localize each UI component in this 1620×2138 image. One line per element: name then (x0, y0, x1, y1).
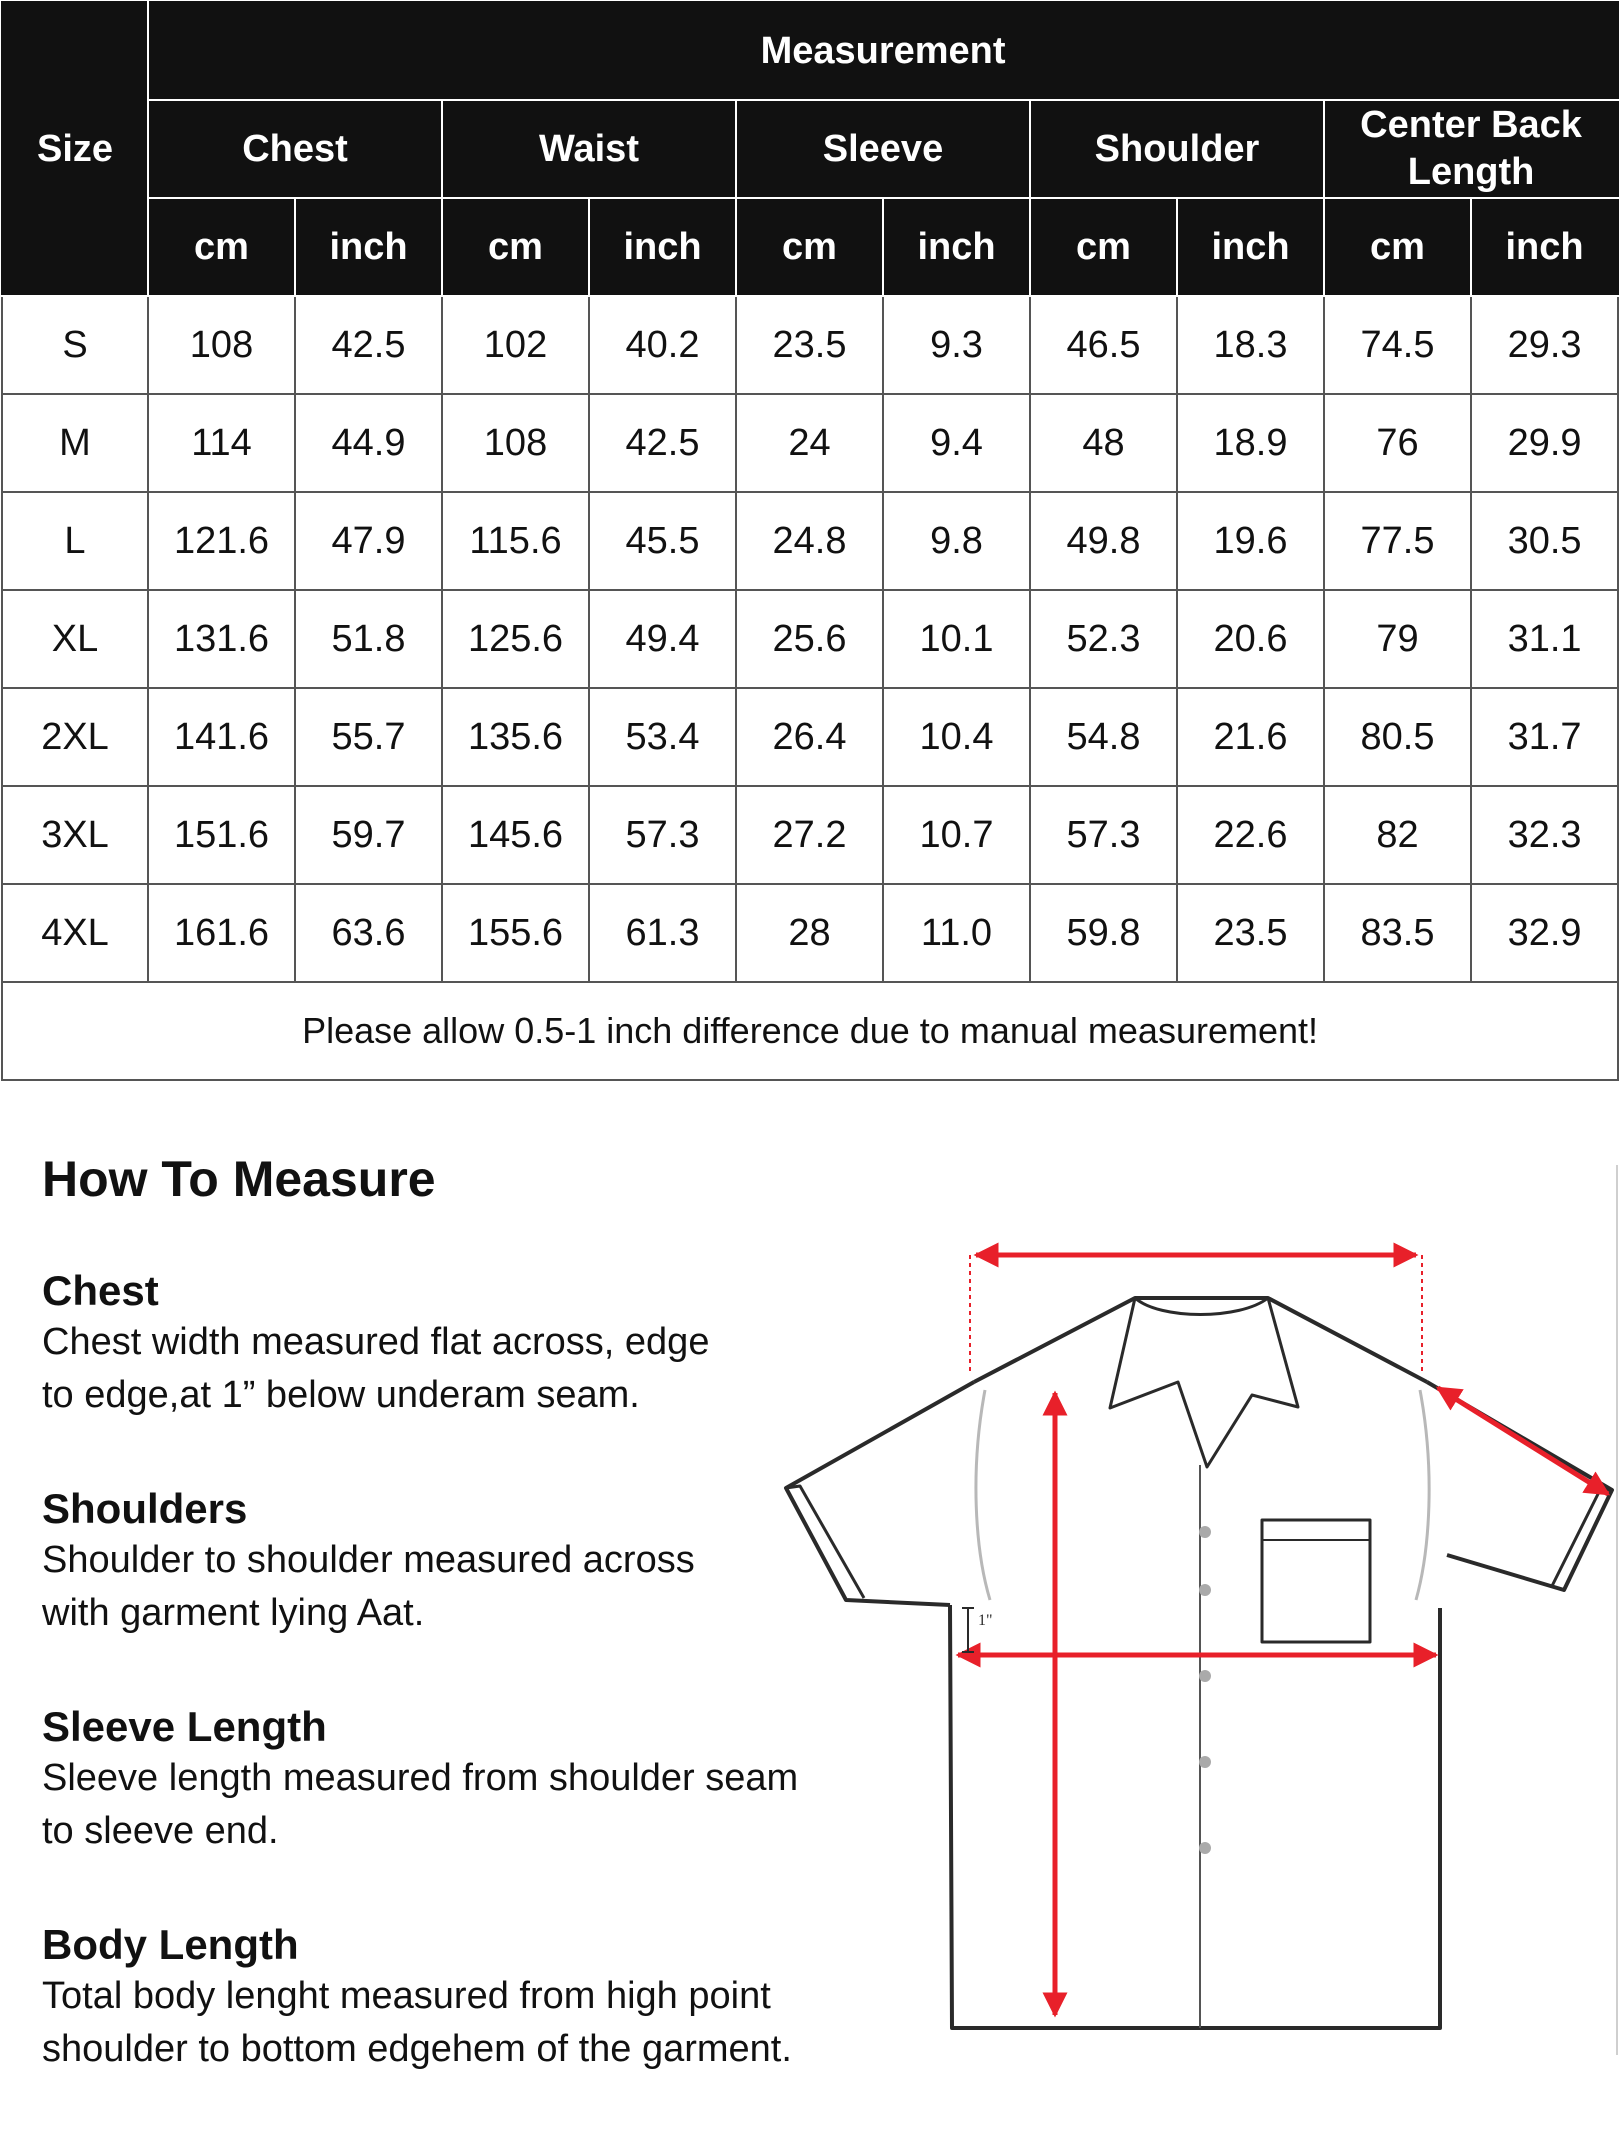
measurement-cell: 30.5 (1471, 492, 1618, 590)
measurement-cell: 26.4 (736, 688, 883, 786)
group-header-waist: Waist (442, 100, 736, 198)
unit-header: inch (589, 198, 736, 296)
section-description-line: to sleeve end. (42, 1810, 279, 1852)
section-title: Shoulders (42, 1485, 248, 1532)
measurement-cell: 23.5 (1177, 884, 1324, 982)
size-cell: L (2, 492, 148, 590)
section-description-line: to edge,at 1” below underam seam. (42, 1374, 640, 1416)
measurement-cell: 9.4 (883, 394, 1030, 492)
section-description-line: shoulder to bottom edgehem of the garment. (42, 2028, 792, 2070)
measurement-cell: 24.8 (736, 492, 883, 590)
measurement-cell: 115.6 (442, 492, 589, 590)
measurement-cell: 21.6 (1177, 688, 1324, 786)
table-row (2, 590, 1618, 688)
measurement-cell: 29.3 (1471, 296, 1618, 394)
measurement-cell: 25.6 (736, 590, 883, 688)
measurement-cell: 59.7 (295, 786, 442, 884)
measurement-cell: 32.9 (1471, 884, 1618, 982)
measurement-cell: 108 (442, 394, 589, 492)
how-to-measure-section (42, 1150, 902, 2138)
size-cell: 4XL (2, 884, 148, 982)
measurement-cell: 145.6 (442, 786, 589, 884)
measurement-cell: 82 (1324, 786, 1471, 884)
unit-header: cm (1030, 198, 1177, 296)
measurement-cell: 46.5 (1030, 296, 1177, 394)
measurement-cell: 20.6 (1177, 590, 1324, 688)
shirt-diagram (780, 1160, 1620, 2060)
table-row (2, 492, 1618, 590)
measurement-arrows (958, 1255, 1608, 2015)
section-title: Body Length (42, 1921, 299, 1968)
measurement-cell: 54.8 (1030, 688, 1177, 786)
one-inch-marker (962, 1608, 993, 1652)
unit-header: inch (1471, 198, 1618, 296)
unit-header: inch (295, 198, 442, 296)
size-cell: XL (2, 590, 148, 688)
measurement-cell: 29.9 (1471, 394, 1618, 492)
measurement-cell: 52.3 (1030, 590, 1177, 688)
measurement-cell: 121.6 (148, 492, 295, 590)
measurement-cell: 125.6 (442, 590, 589, 688)
measurement-cell: 9.3 (883, 296, 1030, 394)
measurement-cell: 40.2 (589, 296, 736, 394)
note-row (2, 982, 1618, 1080)
section-description-line: Sleeve length measured from shoulder seam (42, 1757, 799, 1799)
how-to-measure-title: How To Measure (42, 1151, 436, 1207)
measure-section-chest (42, 1266, 902, 1422)
measurement-cell: 19.6 (1177, 492, 1324, 590)
table-header (2, 2, 1618, 296)
measurement-cell: 18.3 (1177, 296, 1324, 394)
measurement-header: Measurement (148, 2, 1618, 100)
size-chart-table (1, 1, 1619, 1081)
size-cell: 3XL (2, 786, 148, 884)
measurement-cell: 59.8 (1030, 884, 1177, 982)
size-column-header: Size (2, 2, 148, 296)
shirt-illustration (780, 1160, 1620, 2060)
measurement-cell: 48 (1030, 394, 1177, 492)
unit-header: cm (736, 198, 883, 296)
measurement-cell: 77.5 (1324, 492, 1471, 590)
measurement-cell: 141.6 (148, 688, 295, 786)
measurement-cell: 10.1 (883, 590, 1030, 688)
table-row (2, 786, 1618, 884)
table-row (2, 394, 1618, 492)
group-header-shoulder: Shoulder (1030, 100, 1324, 198)
one-inch-label: 1" (978, 1612, 993, 1629)
measurement-cell: 83.5 (1324, 884, 1471, 982)
group-header-chest: Chest (148, 100, 442, 198)
measure-section-body-length (42, 1920, 902, 2076)
table-row (2, 884, 1618, 982)
group-header-center-back-length: Center Back Length (1324, 100, 1618, 198)
measurement-cell: 79 (1324, 590, 1471, 688)
measurement-cell: 32.3 (1471, 786, 1618, 884)
shirt-outline (786, 1298, 1612, 2028)
measurement-cell: 31.1 (1471, 590, 1618, 688)
measurement-cell: 10.4 (883, 688, 1030, 786)
unit-header: inch (1177, 198, 1324, 296)
measurement-cell: 57.3 (589, 786, 736, 884)
unit-header: inch (883, 198, 1030, 296)
measurement-cell: 108 (148, 296, 295, 394)
section-title: Sleeve Length (42, 1703, 327, 1750)
measurement-cell: 55.7 (295, 688, 442, 786)
measurement-cell: 63.6 (295, 884, 442, 982)
table-row (2, 688, 1618, 786)
measurement-cell: 49.4 (589, 590, 736, 688)
section-description-line: Shoulder to shoulder measured across (42, 1539, 695, 1581)
measurement-cell: 27.2 (736, 786, 883, 884)
measurement-cell: 151.6 (148, 786, 295, 884)
measurement-cell: 161.6 (148, 884, 295, 982)
measurement-cell: 23.5 (736, 296, 883, 394)
size-cell: M (2, 394, 148, 492)
measurement-cell: 44.9 (295, 394, 442, 492)
measurement-cell: 11.0 (883, 884, 1030, 982)
section-description-line: with garment lying Aat. (42, 1592, 425, 1634)
unit-header: cm (148, 198, 295, 296)
measurement-cell: 114 (148, 394, 295, 492)
measurement-cell: 74.5 (1324, 296, 1471, 394)
measurement-cell: 42.5 (589, 394, 736, 492)
measurement-cell: 49.8 (1030, 492, 1177, 590)
measure-instructions (42, 1266, 902, 2076)
measurement-cell: 51.8 (295, 590, 442, 688)
measurement-note: Please allow 0.5-1 inch difference due to manual measurement! (2, 982, 1618, 1080)
section-description-line: Total body lenght measured from high point (42, 1975, 771, 2017)
measure-section-shoulders (42, 1484, 902, 1640)
measurement-cell: 102 (442, 296, 589, 394)
measurement-cell: 24 (736, 394, 883, 492)
section-title: Chest (42, 1267, 159, 1314)
unit-header: cm (1324, 198, 1471, 296)
measurement-cell: 42.5 (295, 296, 442, 394)
measurement-cell: 61.3 (589, 884, 736, 982)
measurement-cell: 31.7 (1471, 688, 1618, 786)
measurement-cell: 131.6 (148, 590, 295, 688)
measurement-cell: 53.4 (589, 688, 736, 786)
measurement-cell: 57.3 (1030, 786, 1177, 884)
sleeve-arrow (1438, 1388, 1608, 1494)
measurement-cell: 76 (1324, 394, 1471, 492)
measurement-cell: 9.8 (883, 492, 1030, 590)
section-description-line: Chest width measured flat across, edge (42, 1321, 710, 1363)
measurement-cell: 80.5 (1324, 688, 1471, 786)
size-cell: 2XL (2, 688, 148, 786)
size-cell: S (2, 296, 148, 394)
measurement-cell: 22.6 (1177, 786, 1324, 884)
table-body (2, 296, 1618, 1080)
table-row (2, 296, 1618, 394)
measurement-cell: 155.6 (442, 884, 589, 982)
measurement-cell: 47.9 (295, 492, 442, 590)
measurement-cell: 18.9 (1177, 394, 1324, 492)
unit-header: cm (442, 198, 589, 296)
measurement-cell: 28 (736, 884, 883, 982)
measurement-cell: 135.6 (442, 688, 589, 786)
measurement-cell: 45.5 (589, 492, 736, 590)
measure-section-sleeve-length (42, 1702, 902, 1858)
measurement-cell: 10.7 (883, 786, 1030, 884)
group-header-sleeve: Sleeve (736, 100, 1030, 198)
